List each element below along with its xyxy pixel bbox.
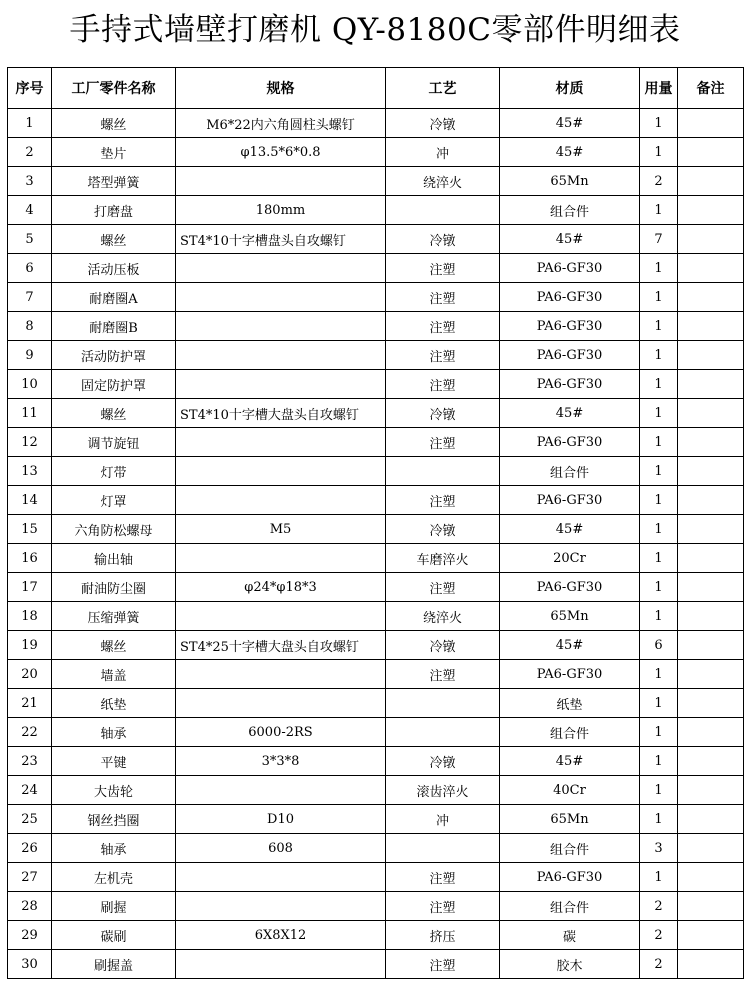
cell-qty: 1 [640,312,678,341]
cell-qty: 1 [640,863,678,892]
cell-spec: φ24*φ18*3 [176,573,386,602]
cell-spec [176,167,386,196]
cell-spec: φ13.5*6*0.8 [176,138,386,167]
cell-name: 活动压板 [52,254,176,283]
header-name: 工厂零件名称 [52,68,176,109]
cell-spec: ST4*10十字槽盘头自攻螺钉 [176,225,386,254]
header-no: 序号 [8,68,52,109]
cell-no: 4 [8,196,52,225]
table-row [8,457,744,486]
cell-material: PA6-GF30 [500,370,640,399]
cell-no: 6 [8,254,52,283]
cell-no: 29 [8,921,52,950]
cell-note [678,631,744,660]
cell-no: 12 [8,428,52,457]
table-row [8,805,744,834]
cell-note [678,863,744,892]
cell-no: 26 [8,834,52,863]
table-row [8,486,744,515]
parts-table-body [8,109,744,979]
cell-name: 耐磨圈B [52,312,176,341]
cell-note [678,892,744,921]
cell-spec: ST4*10十字槽大盘头自攻螺钉 [176,399,386,428]
cell-name: 左机壳 [52,863,176,892]
header-qty: 用量 [640,68,678,109]
cell-spec: 3*3*8 [176,747,386,776]
cell-material: PA6-GF30 [500,573,640,602]
cell-process: 冷镦 [386,747,500,776]
table-row [8,747,744,776]
cell-no: 5 [8,225,52,254]
cell-qty: 1 [640,370,678,399]
cell-material: 45# [500,399,640,428]
cell-process: 滚齿淬火 [386,776,500,805]
cell-process: 注塑 [386,486,500,515]
cell-spec: ST4*25十字槽大盘头自攻螺钉 [176,631,386,660]
cell-name: 轴承 [52,834,176,863]
cell-name: 螺丝 [52,399,176,428]
cell-material: 65Mn [500,602,640,631]
table-row [8,544,744,573]
cell-material: PA6-GF30 [500,428,640,457]
cell-name: 调节旋钮 [52,428,176,457]
cell-spec [176,660,386,689]
cell-material: 组合件 [500,892,640,921]
cell-spec: 180mm [176,196,386,225]
cell-spec: 608 [176,834,386,863]
cell-material: PA6-GF30 [500,283,640,312]
table-row [8,515,744,544]
table-row [8,225,744,254]
cell-no: 11 [8,399,52,428]
cell-note [678,167,744,196]
cell-spec [176,370,386,399]
cell-name: 固定防护罩 [52,370,176,399]
cell-note [678,573,744,602]
cell-no: 16 [8,544,52,573]
cell-note [678,747,744,776]
cell-name: 输出轴 [52,544,176,573]
table-row [8,602,744,631]
cell-no: 19 [8,631,52,660]
cell-material: PA6-GF30 [500,863,640,892]
cell-no: 20 [8,660,52,689]
cell-material: 碳 [500,921,640,950]
cell-qty: 1 [640,805,678,834]
cell-process: 冷镦 [386,515,500,544]
cell-material: 65Mn [500,167,640,196]
cell-process: 冷镦 [386,631,500,660]
cell-process: 注塑 [386,312,500,341]
cell-material: 45# [500,631,640,660]
header-material: 材质 [500,68,640,109]
cell-note [678,109,744,138]
cell-process: 冷镦 [386,399,500,428]
cell-no: 2 [8,138,52,167]
cell-note [678,457,744,486]
cell-no: 8 [8,312,52,341]
cell-qty: 1 [640,515,678,544]
table-row [8,950,744,979]
cell-note [678,341,744,370]
cell-process: 注塑 [386,428,500,457]
cell-note [678,254,744,283]
cell-process: 注塑 [386,660,500,689]
cell-note [678,225,744,254]
cell-spec [176,776,386,805]
header-note: 备注 [678,68,744,109]
cell-note [678,370,744,399]
cell-qty: 1 [640,544,678,573]
cell-note [678,689,744,718]
cell-material: 45# [500,747,640,776]
cell-name: 塔型弹簧 [52,167,176,196]
cell-name: 灯罩 [52,486,176,515]
cell-no: 14 [8,486,52,515]
cell-material: PA6-GF30 [500,254,640,283]
cell-no: 3 [8,167,52,196]
table-row [8,312,744,341]
cell-process [386,457,500,486]
cell-qty: 1 [640,138,678,167]
cell-no: 1 [8,109,52,138]
cell-spec: 6X8X12 [176,921,386,950]
cell-material: 65Mn [500,805,640,834]
cell-note [678,776,744,805]
cell-process [386,196,500,225]
header-row [8,68,744,109]
cell-spec [176,950,386,979]
cell-note [678,921,744,950]
cell-no: 10 [8,370,52,399]
cell-qty: 2 [640,921,678,950]
cell-name: 螺丝 [52,225,176,254]
cell-qty: 1 [640,109,678,138]
cell-material: 45# [500,515,640,544]
cell-material: 40Cr [500,776,640,805]
cell-no: 27 [8,863,52,892]
cell-name: 灯带 [52,457,176,486]
cell-process: 冲 [386,805,500,834]
cell-note [678,515,744,544]
cell-note [678,544,744,573]
cell-qty: 1 [640,747,678,776]
table-row [8,196,744,225]
cell-spec [176,486,386,515]
cell-note [678,283,744,312]
cell-no: 23 [8,747,52,776]
cell-qty: 2 [640,892,678,921]
cell-no: 21 [8,689,52,718]
table-row [8,138,744,167]
cell-no: 24 [8,776,52,805]
cell-note [678,312,744,341]
cell-material: PA6-GF30 [500,660,640,689]
cell-no: 18 [8,602,52,631]
table-row [8,921,744,950]
cell-no: 22 [8,718,52,747]
cell-spec [176,544,386,573]
cell-process: 注塑 [386,254,500,283]
cell-process: 绕淬火 [386,602,500,631]
cell-no: 13 [8,457,52,486]
table-row [8,283,744,312]
cell-spec [176,863,386,892]
cell-spec: 6000-2RS [176,718,386,747]
cell-name: 螺丝 [52,109,176,138]
cell-process: 注塑 [386,892,500,921]
cell-qty: 1 [640,283,678,312]
cell-spec [176,689,386,718]
cell-process: 注塑 [386,863,500,892]
cell-name: 钢丝挡圈 [52,805,176,834]
cell-name: 轴承 [52,718,176,747]
cell-spec: M6*22内六角圆柱头螺钉 [176,109,386,138]
cell-process [386,718,500,747]
cell-qty: 3 [640,834,678,863]
table-row [8,631,744,660]
cell-process: 注塑 [386,370,500,399]
cell-note [678,196,744,225]
cell-name: 刷握盖 [52,950,176,979]
cell-spec [176,283,386,312]
table-row [8,254,744,283]
cell-material: PA6-GF30 [500,486,640,515]
cell-note [678,718,744,747]
header-spec: 规格 [176,68,386,109]
cell-qty: 1 [640,399,678,428]
cell-name: 六角防松螺母 [52,515,176,544]
table-row [8,834,744,863]
cell-qty: 1 [640,428,678,457]
cell-name: 墙盖 [52,660,176,689]
cell-material: 20Cr [500,544,640,573]
cell-process: 冷镦 [386,109,500,138]
table-row [8,660,744,689]
cell-qty: 1 [640,486,678,515]
table-row [8,370,744,399]
cell-spec [176,428,386,457]
cell-spec [176,457,386,486]
cell-material: 组合件 [500,196,640,225]
table-row [8,776,744,805]
cell-qty: 1 [640,254,678,283]
table-row [8,109,744,138]
table-row [8,399,744,428]
cell-qty: 7 [640,225,678,254]
cell-note [678,428,744,457]
cell-spec [176,341,386,370]
cell-process: 注塑 [386,283,500,312]
cell-qty: 1 [640,718,678,747]
cell-name: 平键 [52,747,176,776]
cell-name: 耐油防尘圈 [52,573,176,602]
cell-spec [176,892,386,921]
cell-note [678,486,744,515]
table-row [8,718,744,747]
cell-qty: 1 [640,660,678,689]
cell-process: 挤压 [386,921,500,950]
cell-note [678,399,744,428]
cell-spec [176,312,386,341]
cell-material: 45# [500,138,640,167]
cell-name: 垫片 [52,138,176,167]
cell-material: 组合件 [500,834,640,863]
cell-material: PA6-GF30 [500,312,640,341]
cell-spec: D10 [176,805,386,834]
cell-no: 25 [8,805,52,834]
cell-spec [176,602,386,631]
cell-material: 45# [500,225,640,254]
cell-name: 刷握 [52,892,176,921]
cell-material: 纸垫 [500,689,640,718]
cell-process: 冲 [386,138,500,167]
table-row [8,341,744,370]
cell-qty: 1 [640,573,678,602]
document-title: 手持式墙壁打磨机 QY-8180C零部件明细表 [69,12,681,48]
cell-note [678,602,744,631]
cell-qty: 2 [640,950,678,979]
header-process: 工艺 [386,68,500,109]
cell-material: 组合件 [500,457,640,486]
cell-name: 大齿轮 [52,776,176,805]
cell-name: 螺丝 [52,631,176,660]
cell-process: 冷镦 [386,225,500,254]
cell-note [678,950,744,979]
table-row [8,892,744,921]
cell-name: 纸垫 [52,689,176,718]
cell-name: 打磨盘 [52,196,176,225]
cell-spec [176,254,386,283]
cell-spec: M5 [176,515,386,544]
cell-qty: 2 [640,167,678,196]
cell-name: 活动防护罩 [52,341,176,370]
cell-note [678,834,744,863]
cell-qty: 1 [640,457,678,486]
cell-no: 9 [8,341,52,370]
cell-material: 组合件 [500,718,640,747]
cell-process: 绕淬火 [386,167,500,196]
cell-process: 注塑 [386,950,500,979]
cell-process [386,834,500,863]
table-row [8,167,744,196]
cell-no: 7 [8,283,52,312]
cell-qty: 1 [640,196,678,225]
cell-process [386,689,500,718]
table-row [8,428,744,457]
cell-material: 胶木 [500,950,640,979]
cell-note [678,805,744,834]
table-row [8,863,744,892]
cell-material: PA6-GF30 [500,341,640,370]
cell-process: 注塑 [386,573,500,602]
cell-name: 压缩弹簧 [52,602,176,631]
cell-qty: 1 [640,341,678,370]
cell-no: 28 [8,892,52,921]
cell-qty: 1 [640,776,678,805]
cell-process: 车磨淬火 [386,544,500,573]
cell-name: 碳刷 [52,921,176,950]
table-row [8,689,744,718]
cell-no: 30 [8,950,52,979]
cell-note [678,138,744,167]
cell-qty: 6 [640,631,678,660]
cell-no: 15 [8,515,52,544]
cell-qty: 1 [640,602,678,631]
cell-name: 耐磨圈A [52,283,176,312]
parts-list-table [7,67,744,979]
cell-note [678,660,744,689]
cell-no: 17 [8,573,52,602]
cell-material: 45# [500,109,640,138]
cell-qty: 1 [640,689,678,718]
table-row [8,573,744,602]
cell-process: 注塑 [386,341,500,370]
